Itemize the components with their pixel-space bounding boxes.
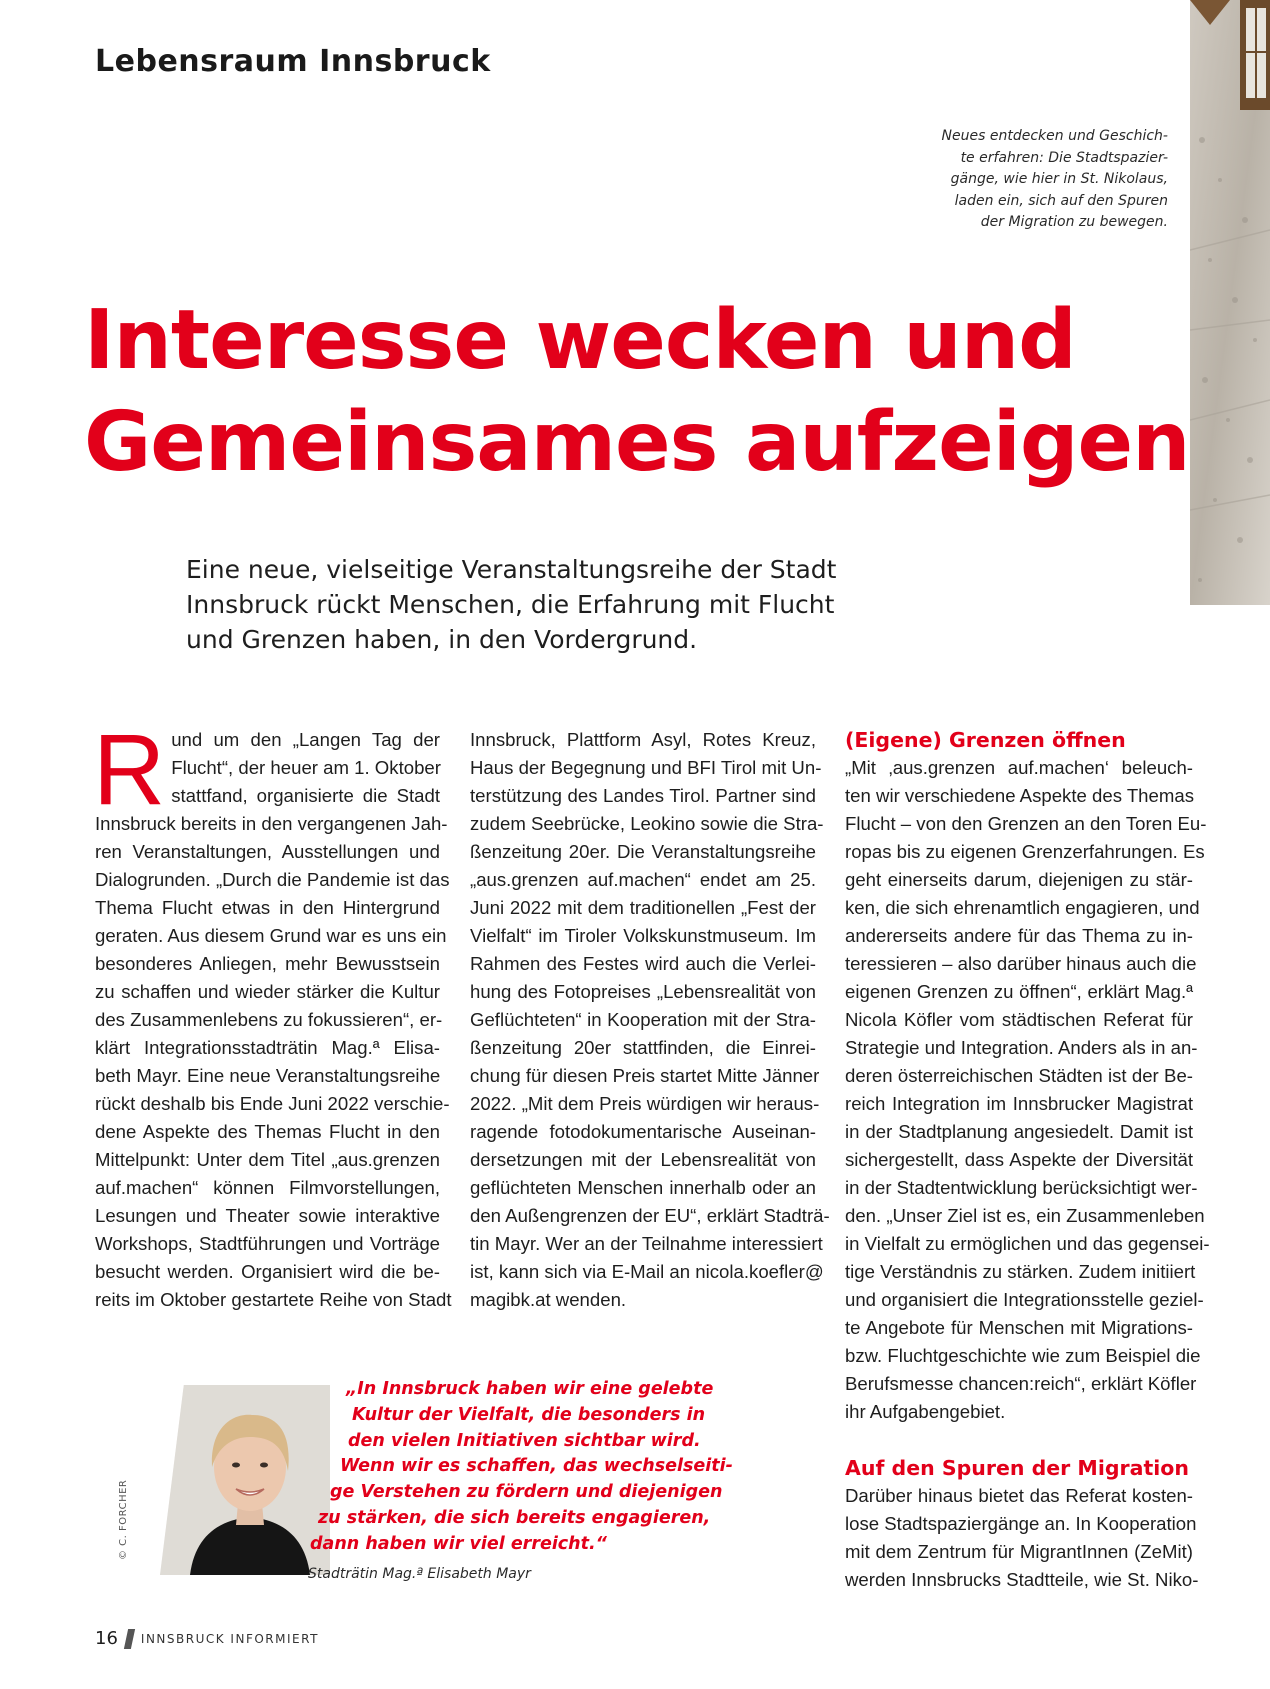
headline — [84, 290, 1190, 494]
text-line: besonderes Anliegen, mehr Bewusstsein — [95, 953, 440, 974]
text-line: zudem Seebrücke, Leokino sowie die Stra- — [470, 813, 824, 834]
text-line: ist, kann sich via E-Mail an nicola.koefler@ — [470, 1261, 824, 1282]
quote-line: den vielen Initiativen sichtbar wird. — [348, 1430, 701, 1451]
text-line: 2022. „Mit dem Preis würdigen wir heraus- — [470, 1093, 820, 1114]
quote-line: zu stärken, die sich bereits engagieren, — [318, 1507, 711, 1528]
text-line: Juni 2022 mit dem traditionellen „Fest der — [470, 897, 816, 918]
intro-lead — [186, 552, 836, 657]
text-line: ropas bis zu eigenen Grenzerfahrungen. Es — [845, 841, 1205, 862]
text-line: „Mit ‚aus.grenzen auf.machen‘ beleuch- — [845, 757, 1193, 778]
text-line: Innsbruck bereits in den vergangenen Jah- — [95, 813, 448, 834]
portrait-photo — [160, 1385, 330, 1575]
headline-line-2: Gemeinsames aufzeigen — [84, 395, 1190, 490]
text-line: dersetzungen mit der Lebensrealität von — [470, 1149, 816, 1170]
text-line: stattfand, organisierte die Stadt — [171, 785, 440, 806]
text-line: Workshops, Stadtführungen und Vorträge — [95, 1233, 440, 1254]
text-line: sichergestellt, dass Aspekte der Diversität — [845, 1149, 1193, 1170]
text-line: Lesungen und Theater sowie interaktive — [95, 1205, 440, 1226]
text-line: Flucht“, der heuer am 1. Oktober — [171, 757, 441, 778]
publication-name: INNSBRUCK INFORMIERT — [140, 1631, 319, 1646]
quote-line: Wenn wir es schaffen, das wechselseiti- — [340, 1456, 733, 1477]
text-line: Nicola Köfler vom städtischen Referat für — [845, 1009, 1193, 1030]
text-line: ragende fotodokumentarische Auseinan- — [470, 1121, 816, 1142]
text-line: rückt deshalb bis Ende Juni 2022 verschie- — [95, 1093, 450, 1114]
text-line: auf.machen“ können Filmvorstellungen, — [95, 1177, 440, 1198]
text-line: te Angebote für Menschen mit Migrations- — [845, 1317, 1193, 1338]
text-line: hung des Fotopreises „Lebensrealität von — [470, 981, 816, 1002]
article-column-3 — [845, 726, 1210, 1594]
text-line: teressieren – also darüber hinaus auch die — [845, 953, 1197, 974]
wall-photo — [1190, 0, 1270, 605]
text-line: in der Stadtplanung angesiedelt. Damit ist — [845, 1121, 1193, 1142]
text-line: deren österreichischen Städten ist der Be- — [845, 1065, 1193, 1086]
text-line: terstützung des Landes Tirol. Partner sind — [470, 785, 816, 806]
text-line: ihr Aufgabengebiet. — [845, 1401, 1006, 1422]
quote-line: dann haben wir viel erreicht.“ — [310, 1533, 607, 1554]
text-line: tin Mayr. Wer an der Teilnahme interessiert — [470, 1233, 823, 1254]
text-line: Flucht – von den Grenzen an den Toren Eu- — [845, 813, 1207, 834]
quote-line: Kultur der Vielfalt, die besonders in — [352, 1404, 706, 1425]
text-line: Strategie und Integration. Anders als in an- — [845, 1037, 1198, 1058]
intro-line: Innsbruck rückt Menschen, die Erfahrung mit Flucht — [186, 590, 835, 619]
text-line: mit dem Zentrum für MigrantInnen (ZeMit) — [845, 1541, 1193, 1562]
caption-line: der Migration zu bewegen. — [980, 214, 1168, 230]
text-line: Rahmen des Festes wird auch die Verlei- — [470, 953, 816, 974]
text-line: in der Stadtentwicklung berücksichtigt wer- — [845, 1177, 1198, 1198]
subheading-spuren-migration: Auf den Spuren der Migration — [845, 1456, 1189, 1480]
caption-line: Neues entdecken und Geschich- — [941, 128, 1168, 144]
article-column-2 — [470, 726, 830, 1314]
quote-line: ge Verstehen zu fördern und diejenigen — [330, 1482, 723, 1503]
text-line: ren Veranstaltungen, Ausstellungen und — [95, 841, 440, 862]
text-line: Berufsmesse chancen:reich“, erklärt Köfler — [845, 1373, 1197, 1394]
text-line: „aus.grenzen auf.machen“ endet am 25. — [470, 869, 816, 890]
text-line: Vielfalt“ im Tiroler Volkskunstmuseum. Im — [470, 925, 816, 946]
quote-author: Stadträtin Mag.ª Elisabeth Mayr — [308, 1566, 531, 1582]
text-line: reits im Oktober gestartete Reihe von Stadt — [95, 1289, 452, 1310]
pull-quote — [310, 1377, 733, 1558]
quote-line: „In Innsbruck haben wir eine gelebte — [346, 1379, 714, 1399]
text-line: geflüchteten Menschen innerhalb oder an — [470, 1177, 816, 1198]
text-line: des Zusammenlebens zu fokussieren“, er- — [95, 1009, 443, 1030]
footer-divider — [124, 1629, 135, 1649]
intro-line: und Grenzen haben, in den Vordergrund. — [186, 625, 698, 654]
drop-cap: R — [93, 714, 166, 826]
text-line: den Außengrenzen der EU“, erklärt Stadträ- — [470, 1205, 830, 1226]
text-line: magibk.at wenden. — [470, 1289, 627, 1310]
intro-line: Eine neue, vielseitige Veranstaltungsreihe der Stadt — [186, 555, 837, 584]
text-line: Innsbruck, Plattform Asyl, Rotes Kreuz, — [470, 729, 816, 750]
text-line: reich Integration im Innsbrucker Magistrat — [845, 1093, 1193, 1114]
text-line: zu schaffen und wieder stärker die Kultur — [95, 981, 440, 1002]
photo-caption — [900, 126, 1168, 234]
text-line: chung für diesen Preis startet Mitte Jänner — [470, 1065, 820, 1086]
text-line: ten wir verschiedene Aspekte des Themas — [845, 785, 1194, 806]
text-line: dene Aspekte des Themas Flucht in den — [95, 1121, 440, 1142]
text-line: und organisiert die Integrationsstelle geziel- — [845, 1289, 1204, 1310]
text-line: ßenzeitung 20er. Die Veranstaltungsreihe — [470, 841, 816, 862]
text-line: besucht werden. Organisiert wird die be- — [95, 1261, 440, 1282]
text-line: beth Mayr. Eine neue Veranstaltungsreihe — [95, 1065, 441, 1086]
article-column-1 — [93, 714, 452, 1314]
text-line: geraten. Aus diesem Grund war es uns ein — [95, 925, 447, 946]
page-number: 16 — [95, 1628, 118, 1649]
caption-line: laden ein, sich auf den Spuren — [954, 192, 1168, 209]
section-label: Lebensraum Innsbruck — [95, 44, 491, 79]
text-line: eigenen Grenzen zu öffnen“, erklärt Mag.ª — [845, 981, 1193, 1002]
text-line: tige Verständnis zu stärken. Zudem initiiert — [845, 1261, 1196, 1282]
text-line: Haus der Begegnung und BFI Tirol mit Un- — [470, 757, 822, 778]
headline-line-1: Interesse wecken und — [84, 293, 1076, 388]
text-line: und um den „Langen Tag der — [171, 729, 440, 750]
text-line: ßenzeitung 20er stattfinden, die Einrei- — [470, 1037, 816, 1058]
text-line: klärt Integrationsstadträtin Mag.ª Elisa- — [95, 1037, 440, 1058]
text-line: geht einerseits darum, diejenigen zu stär- — [845, 869, 1193, 890]
text-line: den. „Unser Ziel ist es, ein Zusammenleben — [845, 1205, 1205, 1226]
text-line: in Vielfalt zu ermöglichen und das gegensei- — [845, 1233, 1210, 1254]
text-line: ken, die sich ehrenamtlich engagieren, und — [845, 897, 1200, 918]
text-line: Mittelpunkt: Unter dem Titel „aus.grenzen — [95, 1149, 440, 1170]
text-line: lose Stadtspaziergänge an. In Kooperation — [845, 1513, 1197, 1534]
text-line: Dialogrunden. „Durch die Pandemie ist das — [95, 869, 450, 890]
text-line: Thema Flucht etwas in den Hintergrund — [95, 897, 440, 918]
text-line: werden Innsbrucks Stadtteile, wie St. Niko- — [845, 1569, 1199, 1590]
caption-line: te erfahren: Die Stadtspazier- — [960, 149, 1168, 166]
subheading-grenzen-oeffnen: (Eigene) Grenzen öffnen — [845, 728, 1126, 752]
caption-line: gänge, wie hier in St. Nikolaus, — [950, 171, 1168, 187]
page-footer — [95, 1628, 319, 1649]
photo-credit: © C. FORCHER — [118, 1479, 129, 1560]
text-line: Geflüchteten“ in Kooperation mit der Stra- — [470, 1009, 816, 1030]
text-line: andererseits andere für das Thema zu in- — [845, 925, 1193, 946]
text-line: bzw. Fluchtgeschichte wie zum Beispiel die — [845, 1345, 1201, 1366]
text-line: Darüber hinaus bietet das Referat kosten- — [845, 1485, 1193, 1506]
